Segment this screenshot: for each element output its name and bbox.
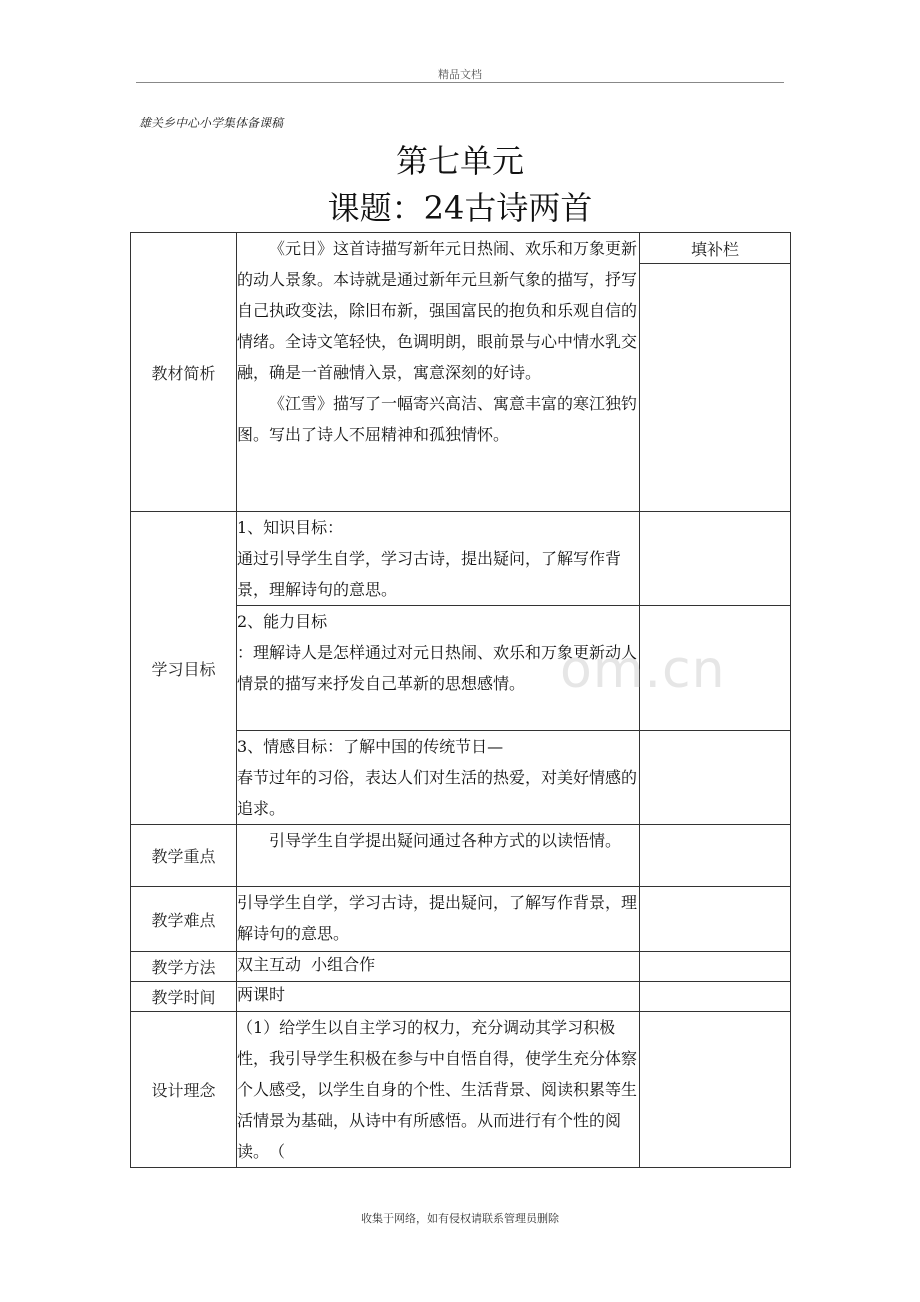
row-label-key-point: 教学重点 — [131, 825, 237, 887]
fill-cell-goal-2 — [640, 606, 791, 731]
fill-cell-key-point — [640, 825, 791, 887]
goal-ability — [237, 606, 640, 731]
difficulty-text: 引导学生自学，学习古诗，提出疑问，了解写作背景，理解诗句的意思。 — [237, 893, 638, 943]
header-rule — [136, 82, 784, 83]
goal-knowledge-text: 通过引导学生自学，学习古诗，提出疑问，了解写作背景，理解诗句的意思。 — [237, 549, 622, 599]
goal-knowledge — [237, 512, 640, 606]
goal-knowledge-title: 1、知识目标： — [237, 518, 344, 537]
row-label-difficulty: 教学难点 — [131, 887, 237, 952]
row-label-time: 教学时间 — [131, 982, 237, 1012]
fill-cell-goal-1 — [640, 512, 791, 606]
page-footer: 收集于网络，如有侵权请联系管理员删除 — [361, 1212, 559, 1225]
fill-cell-time — [640, 982, 791, 1012]
analysis-paragraph-1: 《元日》这首诗描写新年元日热闹、欢乐和万象更新的动人景象。本诗就是通过新年元旦新气象的描写，抒写自己执政变法，除旧布新，强国富民的抱负和乐观自信的情绪。全诗文笔轻快，色调明朗，眼前景与心中情水乳交融，确是一首融情入景，寓意深刻的好诗。 — [237, 239, 638, 382]
fill-cell-difficulty — [640, 887, 791, 952]
fill-cell-goal-3 — [640, 731, 791, 825]
goal-emotion — [237, 731, 640, 825]
key-point-content — [237, 825, 640, 887]
page-header: 精品文档 — [438, 68, 482, 81]
goal-emotion-title: 3、情感目标：了解中国的传统节日— — [237, 737, 504, 756]
fill-cell-concept — [640, 1012, 791, 1168]
time-text: 两课时 — [237, 982, 640, 1012]
row-label-goals: 学习目标 — [131, 512, 237, 825]
difficulty-content — [237, 887, 640, 952]
goal-emotion-text: 春节过年的习俗，表达人们对生活的热爱，对美好情感的追求。 — [237, 768, 638, 818]
school-name: 雄关乡中心小学集体备课稿 — [139, 116, 284, 130]
row-label-analysis: 教材简析 — [131, 233, 237, 512]
unit-title: 第七单元 — [395, 142, 524, 180]
row-label-method: 教学方法 — [131, 952, 237, 982]
goal-ability-text: ：理解诗人是怎样通过对元日热闹、欢乐和万象更新动人情景的描写来抒发自己革新的思想感情。 — [237, 643, 638, 693]
lesson-title: 课题：24古诗两首 — [327, 189, 593, 227]
key-point-text: 引导学生自学提出疑问通过各种方式的以读悟情。 — [269, 831, 622, 850]
fill-cell-analysis — [640, 264, 791, 512]
analysis-content — [237, 233, 640, 512]
row-label-concept: 设计理念 — [131, 1012, 237, 1168]
fill-column-header: 填补栏 — [640, 233, 791, 264]
analysis-paragraph-2: 《江雪》描写了一幅寄兴高洁、寓意丰富的寒江独钓图。写出了诗人不屈精神和孤独情怀。 — [237, 394, 638, 444]
fill-cell-method — [640, 952, 791, 982]
method-text: 双主互动 小组合作 — [237, 952, 640, 982]
concept-text: （1）给学生以自主学习的权力，充分调动其学习积极性，我引导学生积极在参与中自悟自得，使学生充分体察个人感受，以学生自身的个性、生活背景、阅读积累等生活情景为基础，从诗中有所感悟。从而进行有个性的阅读。 （ — [237, 1018, 638, 1161]
lesson-plan-table — [130, 232, 791, 1168]
concept-content — [237, 1012, 640, 1168]
watermark: om.cn — [560, 640, 726, 700]
goal-ability-title: 2、能力目标 — [237, 612, 328, 631]
